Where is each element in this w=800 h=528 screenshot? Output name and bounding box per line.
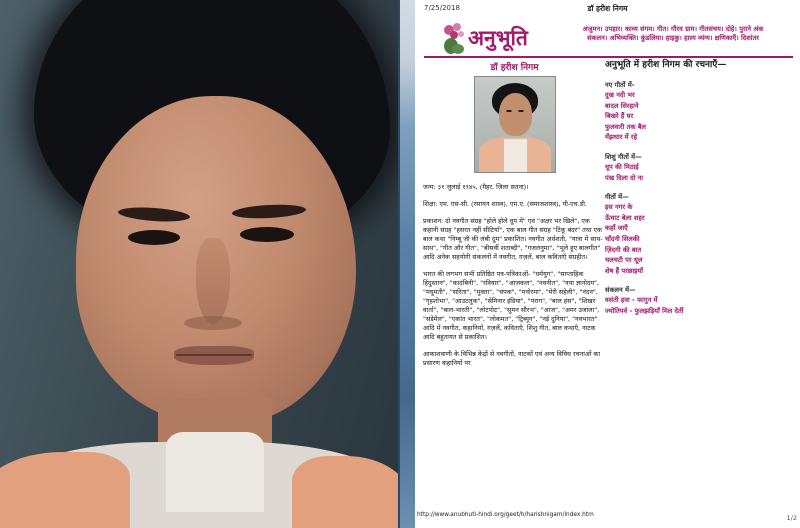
thumb-face-shape [499,93,532,136]
work-link[interactable]: कहाँ जाएँ [605,224,628,233]
thumb-collar-shape [504,139,527,172]
shirt-orange-right-shape [292,456,398,528]
bio-broadcast-paragraph: आकाशवाणी के विभिन्न केंद्रों से नवगीतों, नाटकों एवं अन्य विविध रचनाओं का प्रसारण कहानियों पर [423,350,600,367]
anubhuti-flower-logo-icon [441,22,467,56]
works-heading: अनुभूति में हरीश निगम की रचनाएँ— [605,60,727,70]
print-date: 7/25/2018 [424,4,460,12]
section-title: गीतों में— [605,193,629,202]
works-section-shishu-geet [605,152,758,183]
print-doc-title: डॉ हरीश निगम [587,4,628,13]
work-link[interactable]: ऊँचाट बेला शहर [605,213,645,222]
works-section-new-geet [605,80,758,143]
section-title: शिशु गीतों में— [605,152,642,161]
work-link[interactable]: वसंती हवा - फागुन में [605,296,658,305]
work-link[interactable]: बिखरे हैं घर [605,112,634,121]
large-portrait-photo [0,0,398,528]
left-eye-shape [128,230,180,245]
collar-shape [166,432,264,512]
works-column [605,60,758,317]
photo-frame-strip [398,0,415,528]
biography-text [423,183,606,368]
print-page-indicator: 1/2 [786,514,797,522]
site-logo-text[interactable]: अनुभूति [468,26,528,50]
poet-name-title: डॉ हरीश निगम [490,63,539,73]
work-link[interactable]: बादल सिरहाने [605,101,639,110]
nav-links-line-1[interactable]: अंजुमन। उपहार। काव्य संगम। गीत। गौरव ग्राम। गीतसंचय। दोहे। पुराने अंक [582,25,764,33]
work-link[interactable]: शेष हैं परछाइयाँ [605,266,643,275]
masthead-divider [424,56,793,58]
nav-links-line-2[interactable]: संकलन। अभिव्यक्ति। कुंडलिया। हाइकु। हास्य व्यंग्य। क्षणिकाएँ। दिशांतर [587,34,759,42]
work-link[interactable]: मँझधार में रहे [605,133,638,142]
bio-education-line: शिक्षा: एम. एस-सी. (रसायन शास्त्र), एम.ए. (समाजशास्त्र), पी-एच.डी. [423,200,587,208]
print-footer-url: http://www.anubhuti-hindi.org/geet/h/harishnigam/index.htm [417,512,594,518]
work-link[interactable]: दुख नदी भर [605,91,635,99]
bio-magazines-paragraph: भारत की लगभग सभी प्रतिष्ठित पत्र-पत्रिकाओं- "धर्मयुग", "साप्ताहिक हिंदुस्तान", "कादंबिनी", "रविवार", "आजकल", "नवनीत", "नया ज्ञानोदय", "मधुमती", "सरिता", "मुक्ता", "चंपक", "मनोरमा", "मेरी सहेली", "नंदन", "गृहशोभा", "आउटलुक", "सेमिनार इंडिया", "पराग", "बाल हंस", "शिखर वार्ता", "बाल-भारती", "लोटपोट", "सुमन सौरभ", "आज", "अमर उजाला", "संडेमेल", "एकांत भारत", "लोकमत", "ट्रिब्यून", "नई दुनिया", "नवभारत" आदि में नवगीत, कहानियाँ, ग़ज़लें, कविताएँ, शिशु गीत, बाल कथाएँ, नाटक आदि बहुतायत से प्रकाशित। [423,270,600,341]
right-eye-shape [240,227,294,242]
work-link[interactable]: ज़िंदगी की बात [605,245,642,254]
works-section-geet [605,192,758,276]
work-link[interactable]: ज्योतिपर्व - फुलझड़ियाँ मिल देतीं [605,306,684,315]
site-navigation [551,25,795,43]
section-title: संकलन में— [605,286,636,295]
section-title: नए गीतों में- [605,81,635,89]
work-link[interactable]: फुलवारी तक बैल [605,122,646,131]
bio-publications-paragraph: प्रकाशन: दो नवगीत संग्रह "होले होले धूप में" एवं "अक्षर भर खिले", एक कहानी संग्रह "हसरत नहीं सीटियाँ", एक बाल गीत संग्रह "टिंकू बंदर" तथा एक बाल कथा "निम्बू जी की लंबी दुम" प्रकाशित। नवगीत अर्धशती, "यात्रा में साथ-साथ", "गीत और गीत", "बीसवीं शताब्दी", "गजलनुमा", "भूले हुए बालगीत" आदि अनेक सहयोगी संकलनों में नवगीत, ग़ज़लें, बाल कविताएँ संग्रहीत। [423,217,603,261]
thumb-right-eye-shape [518,110,524,112]
print-preview-page [415,0,800,528]
poet-photo-thumbnail [474,76,556,173]
nose-shadow-shape [184,316,242,330]
work-link[interactable]: धूप की मिठाई [605,162,639,171]
work-link[interactable]: इस नगर के [605,203,633,212]
mouth-line-shape [176,354,252,356]
works-section-sankalan [605,285,758,316]
work-link[interactable]: पंख दिला दो ना [605,173,643,182]
work-link[interactable]: चलचटी पर धूल [605,256,643,265]
bio-birth-line: जन्म: ३१ जुलाई १९४५, (मैहर, जिला सतना)। [423,183,529,191]
work-link[interactable]: चाँदनी सिलकी [605,234,640,243]
thumb-left-eye-shape [506,110,512,112]
nose-shape [196,238,230,324]
biography-column [423,60,606,368]
shirt-orange-left-shape [0,452,130,528]
